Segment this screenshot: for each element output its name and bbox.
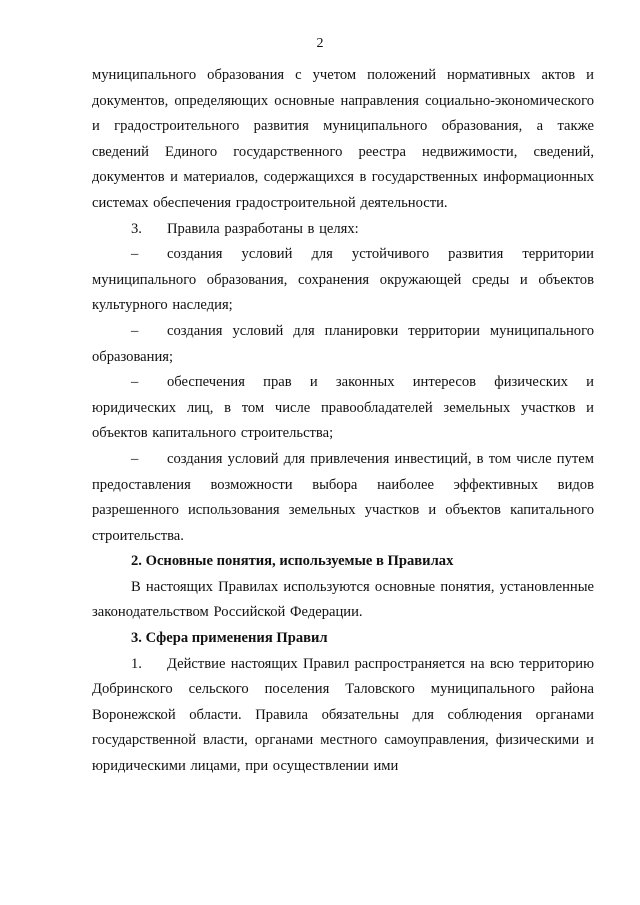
list-item [92,319,594,370]
paragraph-text: Действие настоящих Правил распространяется на всю территорию Добринского сельского поселения Таловского муниципального района Воронежской области. Правила обязательны для соблюдения органами государственной власти, органами местного самоуправления, физическими и юридическими лицами, при осуществлении ими [92,655,594,775]
list-item [92,242,594,319]
item-number: 1. [131,655,142,672]
paragraph-continuation: муниципального образования с учетом положений нормативных актов и документов, определяющих основные направления социально-экономического и градостроительного развития муниципального образования, а также сведений Единого государственного реестра недвижимости, сведений, документов и материалов, содержащихся в государственных информационных системах обеспечения градостроительной деятельности. [92,67,594,211]
list-dash: – [131,322,139,339]
paragraph-definitions: В настоящих Правилах используются основные понятия, установленные законодательством Российской Федерации. [92,578,594,621]
paragraph-text: Правила разработаны в целях: [167,220,359,237]
list-item-text: создания условий для планировки территории муниципального образования; [92,322,594,365]
paragraph-goals [92,217,594,243]
list-item [92,447,594,549]
list-item-text: создания условий для устойчивого развития территории муниципального образования, сохранения окружающей среды и объектов культурного наследия; [92,246,594,314]
document-body [92,63,594,780]
list-dash: – [131,374,139,391]
paragraph-scope [92,652,594,780]
item-number: 3. [131,220,142,237]
list-item-text: обеспечения прав и законных интересов физических и юридических лиц, в том числе правообладателей земельных участков и объектов капитального строительства; [92,374,594,442]
list-dash: – [131,246,139,263]
list-item [92,370,594,447]
section-heading: 3. Сфера применения Правил [131,630,328,647]
page-number: 2 [316,36,324,51]
section-heading: 2. Основные понятия, используемые в Правилах [131,553,454,570]
list-item-text: создания условий для привлечения инвестиций, в том числе путем предоставления возможности выбора наиболее эффективных видов разрешенного использования земельных участков и объектов капитального строительства. [92,450,594,544]
list-dash: – [131,450,139,467]
